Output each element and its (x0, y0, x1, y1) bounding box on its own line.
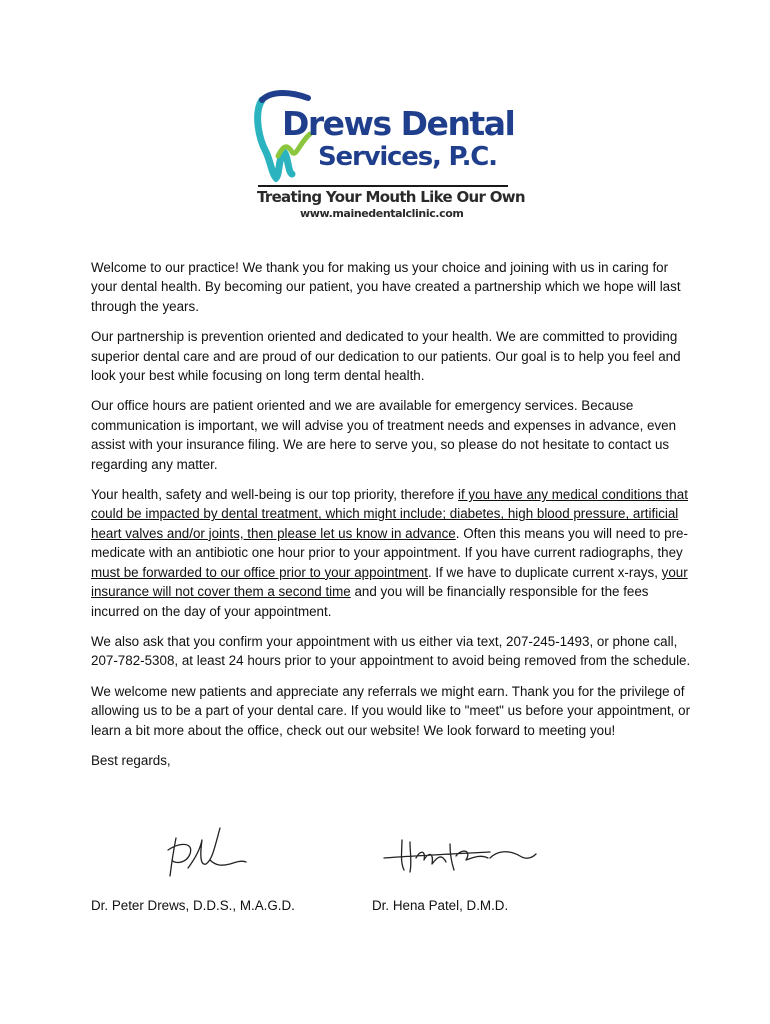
underlined-medical-conditions: if you have any medical conditions that could be impacted by dental treatment, which might include; diabetes, high blood pressure, artificial heart valves and/or joints, then please let us know in advance (91, 487, 688, 541)
text-run: . If we have to duplicate current x-rays, (427, 564, 662, 580)
text-run: and you will be financially responsible for the fees incurred on the day of your appointment. (91, 584, 649, 619)
paragraph-welcome-new: We welcome new patients and appreciate any referrals we might earn. Thank you for the privilege of allowing us to be a part of your dental care. If you would like to "meet" us before your appointment, or learn a bit more about the office, check out our website! We look forward to meeting you! (91, 683, 691, 738)
closing: Best regards, (91, 752, 171, 768)
signer-name-left: Dr. Peter Drews, D.D.S., M.A.G.D. (91, 898, 295, 913)
signature-hena-patel (380, 836, 540, 876)
underlined-radiographs: must be forwarded to our office prior to your appointment (91, 564, 428, 580)
logo-url: www.mainedentalclinic.com (300, 207, 464, 220)
logo-subtitle: Services, P.C. (318, 142, 497, 172)
text-run: . Often this means you will need to pre-medicate with an antibiotic one hour prior to your appointment. If you have current radiographs, they (91, 525, 688, 561)
paragraph-welcome: Welcome to our practice! We thank you for making us your choice and joining with us in caring for your dental health. By becoming our patient, you have created a partnership which we hope will last through the years. (91, 260, 681, 314)
text-run: Your health, safety and well-being is our top priority, therefore (91, 487, 458, 503)
logo-divider (258, 185, 508, 187)
logo-tagline: Treating Your Mouth Like Our Own (257, 188, 525, 206)
paragraph-health (91, 485, 691, 621)
paragraph-partnership: Our partnership is prevention oriented and dedicated to your health. We are committed to providing superior dental care and are proud of our dedication to our patients. Our goal is to help you feel and look your best while focusing on long term dental health. (91, 329, 681, 384)
practice-logo (252, 82, 525, 222)
letter-body (91, 258, 691, 781)
paragraph-office-hours: Our office hours are patient oriented and we are available for emergency services. Because communication is important, we will advise you of treatment needs and expenses in advance, even assist with your insurance filing. We are here to serve you, so please do not hesitate to contact us regarding any matter. (91, 398, 677, 472)
underlined-insurance: your insurance will not cover them a second time (91, 564, 688, 600)
paragraph-confirm: We also ask that you confirm your appointment with us either via text, 207-245-1493, or phone call, 207-782-5308, at least 24 hours prior to your appointment to avoid being removed from the schedule. (91, 633, 691, 669)
signature-peter-drews (160, 820, 250, 882)
signer-name-right: Dr. Hena Patel, D.M.D. (372, 898, 509, 913)
logo-title: Drews Dental (282, 104, 515, 143)
